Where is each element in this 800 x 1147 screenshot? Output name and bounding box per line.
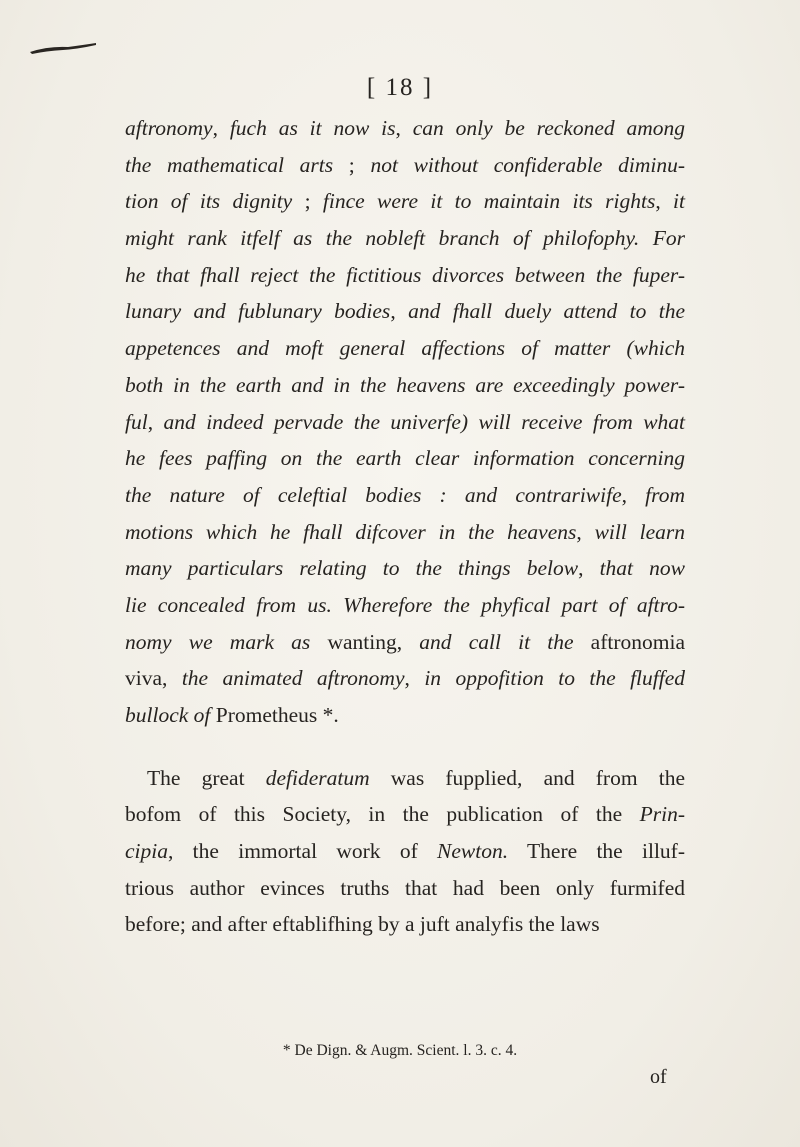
text-segment: that now xyxy=(599,556,685,581)
text-segment: fince were it to maintain its rights xyxy=(322,189,656,214)
text-line xyxy=(125,147,685,184)
text-line xyxy=(125,870,685,907)
text-segment: , xyxy=(395,116,413,140)
text-segment: defideratum xyxy=(265,765,370,790)
text-segment: , xyxy=(147,409,164,434)
text-segment xyxy=(639,226,652,250)
text-segment: , xyxy=(390,299,409,324)
text-segment: Prometheus *. xyxy=(210,703,339,727)
text-segment: the mathematical arts xyxy=(125,152,334,177)
text-segment: will learn xyxy=(594,519,685,544)
text-segment: and fhall duely attend to the xyxy=(408,299,686,324)
text-line xyxy=(125,330,685,367)
text-line xyxy=(125,367,685,404)
text-segment: ; xyxy=(333,152,371,177)
text-line xyxy=(125,220,685,257)
text-segment: nomy we mark as xyxy=(125,629,311,654)
ink-smudge xyxy=(28,42,98,54)
text-segment: fuch as it now is xyxy=(229,116,396,140)
text-line xyxy=(125,697,685,734)
text-line xyxy=(125,293,685,330)
text-line xyxy=(125,624,685,661)
text-segment: and call it the xyxy=(419,629,574,654)
text-segment: , xyxy=(621,482,646,507)
text-line xyxy=(125,550,685,587)
text-line xyxy=(125,760,685,797)
text-segment: aftronomy xyxy=(125,116,213,140)
text-line xyxy=(125,440,685,477)
text-segment: ful xyxy=(125,409,148,434)
text-segment: was fupplied, and from the xyxy=(369,765,685,790)
text-segment: ; xyxy=(292,189,323,214)
text-segment: both in the earth and in the heavens are exceedingly power- xyxy=(125,372,685,397)
text-line xyxy=(125,660,685,697)
text-line xyxy=(125,587,685,624)
text-line xyxy=(125,257,685,294)
body-text xyxy=(125,110,685,943)
paragraph-1 xyxy=(125,110,685,734)
text-segment: tion of its dignity xyxy=(125,189,293,214)
text-segment: he fees paffing on the earth clear information concerning xyxy=(125,446,685,471)
text-segment: , xyxy=(212,116,230,140)
text-segment: cipia xyxy=(125,839,168,864)
text-line xyxy=(125,906,685,943)
text-segment: viva, xyxy=(125,666,182,691)
text-segment: in oppofition to the fluffed xyxy=(424,666,686,691)
text-segment: not without confiderable diminu- xyxy=(370,152,685,177)
text-segment: bofom of this Society, in the publication of the xyxy=(125,802,640,827)
text-segment: bullock of xyxy=(125,703,211,727)
text-segment: the nature of celeftial bodies : and contrariwife xyxy=(125,482,622,507)
footnote: * De Dign. & Augm. Scient. l. 3. c. 4. xyxy=(282,1042,518,1059)
text-line xyxy=(125,796,685,833)
text-segment: many particulars relating to the things below xyxy=(125,556,579,581)
text-segment: lunary and fublunary bodies xyxy=(125,299,391,324)
text-segment: Prin- xyxy=(639,802,685,827)
running-head: [ 18 ] xyxy=(366,74,434,101)
text-segment: , xyxy=(578,556,600,581)
text-segment: lie concealed from us. Wherefore the phyfical part of aftro- xyxy=(125,592,685,617)
catchword: of xyxy=(650,1066,667,1088)
text-segment: , the immortal work of xyxy=(168,839,438,864)
text-segment: before; and after eftablifhing by a juft analyfis the laws xyxy=(125,912,600,937)
text-segment: can only be reckoned among xyxy=(412,116,686,140)
text-line xyxy=(125,477,685,514)
text-segment: might rank itfelf as the nobleft branch of philofophy. xyxy=(125,226,640,251)
text-segment: The great xyxy=(147,765,266,790)
text-segment: , xyxy=(404,666,425,691)
text-segment: and indeed pervade the univerfe) will receive from what xyxy=(163,409,686,434)
paragraph-gap xyxy=(125,734,685,760)
text-line xyxy=(125,833,685,870)
text-segment: For xyxy=(652,226,685,251)
text-segment: , xyxy=(576,519,595,544)
text-segment: trious author evinces truths that had been only furmifed xyxy=(125,875,685,900)
text-line xyxy=(125,110,685,147)
text-segment: he that fhall reject the fictitious divorces between the fuper- xyxy=(125,262,685,287)
text-line xyxy=(125,514,685,551)
text-segment: it xyxy=(673,189,685,214)
text-segment: appetences and moft general affections of matter (which xyxy=(125,336,685,361)
paragraph-2 xyxy=(125,760,685,943)
text-segment: from xyxy=(645,482,685,507)
text-segment: , xyxy=(655,189,674,214)
text-segment: the animated aftronomy xyxy=(181,666,405,691)
text-segment: motions which he fhall difcover in the heavens xyxy=(125,519,577,544)
text-segment: wanting, xyxy=(310,629,420,654)
text-line xyxy=(125,404,685,441)
text-segment: Newton. xyxy=(437,839,509,864)
text-segment: aftronomia xyxy=(573,629,685,654)
text-line xyxy=(125,183,685,220)
text-segment: There the illuf- xyxy=(508,839,685,864)
